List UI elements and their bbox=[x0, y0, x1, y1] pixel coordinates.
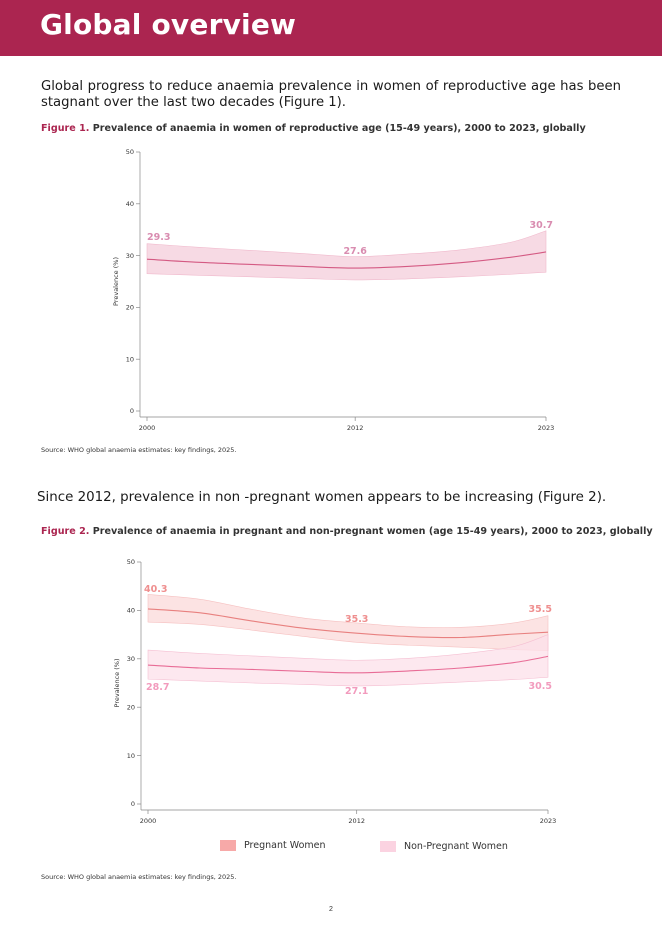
legend-swatch-nonpregnant bbox=[380, 841, 396, 852]
figure2-source: Source: WHO global anaemia estimates: key findings, 2025. bbox=[41, 873, 237, 881]
figure1-source: Source: WHO global anaemia estimates: key findings, 2025. bbox=[41, 446, 237, 454]
figure1-caption-text: Prevalence of anaemia in women of reproductive age (15-49 years), 2000 to 2023, globally bbox=[89, 123, 586, 134]
y-tick-label: 50 bbox=[125, 148, 134, 157]
data-label-nonpregnant: 27.1 bbox=[344, 686, 369, 697]
y-tick-label: 30 bbox=[126, 655, 135, 663]
page-title: Global overview bbox=[40, 8, 297, 41]
legend-label-nonpregnant: Non-Pregnant Women bbox=[404, 841, 508, 852]
figure2-caption bbox=[41, 526, 653, 537]
y-axis-label: Prevalence (%) bbox=[113, 658, 121, 708]
y-tick-label: 30 bbox=[125, 251, 134, 260]
page-number: 2 bbox=[329, 906, 333, 913]
y-tick-label: 0 bbox=[129, 407, 134, 416]
figure2-chart bbox=[0, 552, 662, 832]
data-label-pregnant: 35.3 bbox=[344, 614, 369, 625]
figure1-caption bbox=[41, 123, 586, 134]
data-label-wra: 30.7 bbox=[529, 220, 553, 231]
legend-swatch-pregnant bbox=[220, 840, 236, 851]
y-tick-label: 10 bbox=[125, 355, 134, 364]
x-tick-label: 2000 bbox=[139, 817, 157, 825]
data-label-wra: 29.3 bbox=[147, 232, 171, 243]
data-label-pregnant: 40.3 bbox=[144, 584, 168, 595]
data-label-nonpregnant: 28.7 bbox=[146, 682, 170, 693]
data-label-nonpregnant: 30.5 bbox=[528, 681, 552, 692]
figure1-chart bbox=[0, 140, 662, 440]
figure2-legend bbox=[0, 838, 662, 858]
data-label-wra: 27.6 bbox=[343, 246, 367, 257]
y-tick-label: 0 bbox=[130, 800, 135, 809]
x-tick-label: 2023 bbox=[539, 817, 557, 825]
legend-label-pregnant: Pregnant Women bbox=[244, 840, 326, 851]
figure2-caption-text: Prevalence of anaemia in pregnant and non-pregnant women (age 15-49 years), 2000 to 2023, globally bbox=[89, 526, 653, 537]
legend-item-nonpregnant bbox=[380, 841, 508, 852]
y-tick-label: 40 bbox=[126, 606, 135, 615]
x-tick-label: 2012 bbox=[346, 424, 364, 432]
y-tick-label: 20 bbox=[126, 703, 135, 712]
intro-paragraph: Global progress to reduce anaemia prevalence in women of reproductive age has been stagnant over the last two decades (Figure 1). bbox=[41, 79, 621, 110]
pregnancy-paragraph: Since 2012, prevalence in non -pregnant women appears to be increasing (Figure 2). bbox=[37, 490, 607, 505]
y-axis-label: Prevalence (%) bbox=[112, 257, 120, 306]
y-tick-label: 50 bbox=[126, 558, 135, 567]
data-label-pregnant: 35.5 bbox=[528, 604, 552, 615]
x-tick-label: 2000 bbox=[138, 424, 156, 432]
figure1-label: Figure 1. bbox=[41, 123, 90, 134]
x-tick-label: 2023 bbox=[537, 424, 555, 432]
y-tick-label: 10 bbox=[126, 751, 135, 760]
x-tick-label: 2012 bbox=[348, 817, 365, 825]
figure2-label: Figure 2. bbox=[41, 526, 90, 537]
y-tick-label: 40 bbox=[125, 200, 134, 208]
legend-item-pregnant bbox=[220, 840, 326, 851]
y-tick-label: 20 bbox=[125, 303, 134, 312]
header-bar bbox=[0, 0, 662, 56]
